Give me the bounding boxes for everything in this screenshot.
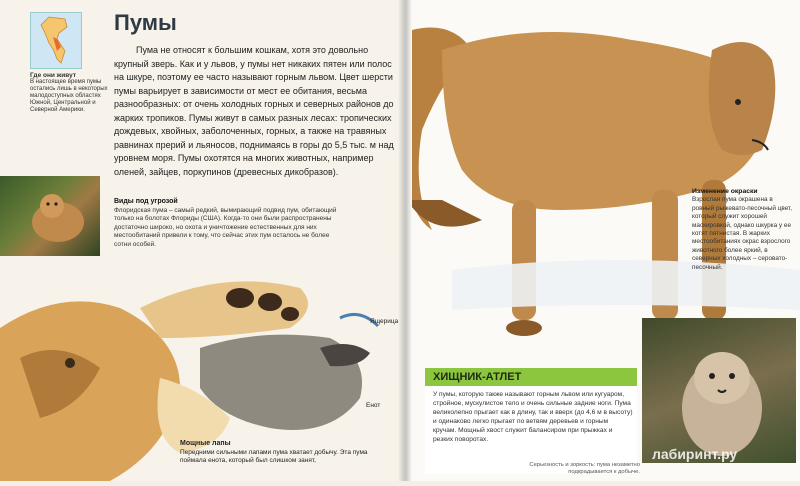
paws-text: Передними сильными лапами пума хватает добычу. Эта пума поймала енота, который был слишком занят, [180, 448, 368, 464]
cougar-photo [0, 176, 100, 256]
color-change-text: Взрослая пума окрашена в ровный рыжевато-песочный цвет, который служит хорошей маскировкой, однако шкурка у ее котят пятнистая. В жарких местообитаниях окрас взрослого животного более яркий, в северных холодных – серовато-песочный. [692, 196, 793, 271]
puma-illustration [412, 10, 800, 350]
raccoon-label: Енот [366, 402, 381, 409]
photo-caption: Серьезность и зоркость: пума незаметно подкрадывается к добыче. [529, 462, 640, 475]
paws-title: Мощные лапы [180, 440, 231, 447]
color-change-section [692, 188, 794, 272]
range-map [30, 12, 82, 69]
athlete-text: У пумы, которую также называют горным львом или кугуаром, стройное, мускулистое тело и очень сильные задние ноги. Пума великолепно прыгает как в длину, так и вверх (до 4,6 м в высоту) и одинаково легко прыгает по ветвям деревьев и горным кручам. Мощный хвост служит балансиром при прыжках и резких поворотах. [433, 391, 633, 443]
cougar-closeup-photo [642, 318, 796, 463]
left-page [0, 0, 404, 481]
athlete-header-bar [425, 368, 637, 386]
main-text: Пума не относят к большим кошкам, хотя это довольно крупный зверь. Как и у львов, у пумы нет никаких пятен или полос на шкуре, поэтому ее часто называют горным львом. Цвет шерсти пумы варьирует в зависимости от мест ее обитания, весьма разнообразных: от очень холодных горных и северных районов до жарких тропиков. Пумы живут в самых разных лесах: тропических дождевых, хвойных, заболоченных, горных, а также на травяных равнинах прерий и льяносов, поднимаясь в горы до 5,5 тыс. м над уровнем моря. Пумы охотятся на многих животных, например оленей, зайцев, поркупинов (древесных дикобразов). [114, 45, 394, 177]
watermark: лабиринт.ру [652, 446, 738, 462]
threat-title: Виды под угрозой [114, 198, 178, 205]
page-title: Пумы [114, 10, 177, 35]
map-caption-text: В настоящее время пумы остались лишь в некоторых малодоступных областях Южной, Центральной и Северной Америки. [30, 79, 108, 113]
threat-section [114, 198, 344, 250]
map-caption-title: Где они живут [30, 72, 76, 79]
threat-text: Флоридская пума – самый редкий, вымирающий подвид пум, обитающий только на болотах Флориды (США). Когда-то они были распространены достаточно широко, но охота и уничтожение естественных для них местообитаний привели к тому, что сейчас этих пум осталось не более сотни особей. [114, 206, 337, 248]
athlete-box [425, 368, 637, 474]
lizard-label: Ящерица [370, 318, 399, 325]
page-gutter [398, 0, 412, 481]
map-caption [30, 72, 110, 114]
paws-section [180, 440, 390, 466]
athlete-title: ХИЩНИК-АТЛЕТ [433, 371, 522, 383]
color-change-title: Изменение окраски [692, 188, 758, 195]
